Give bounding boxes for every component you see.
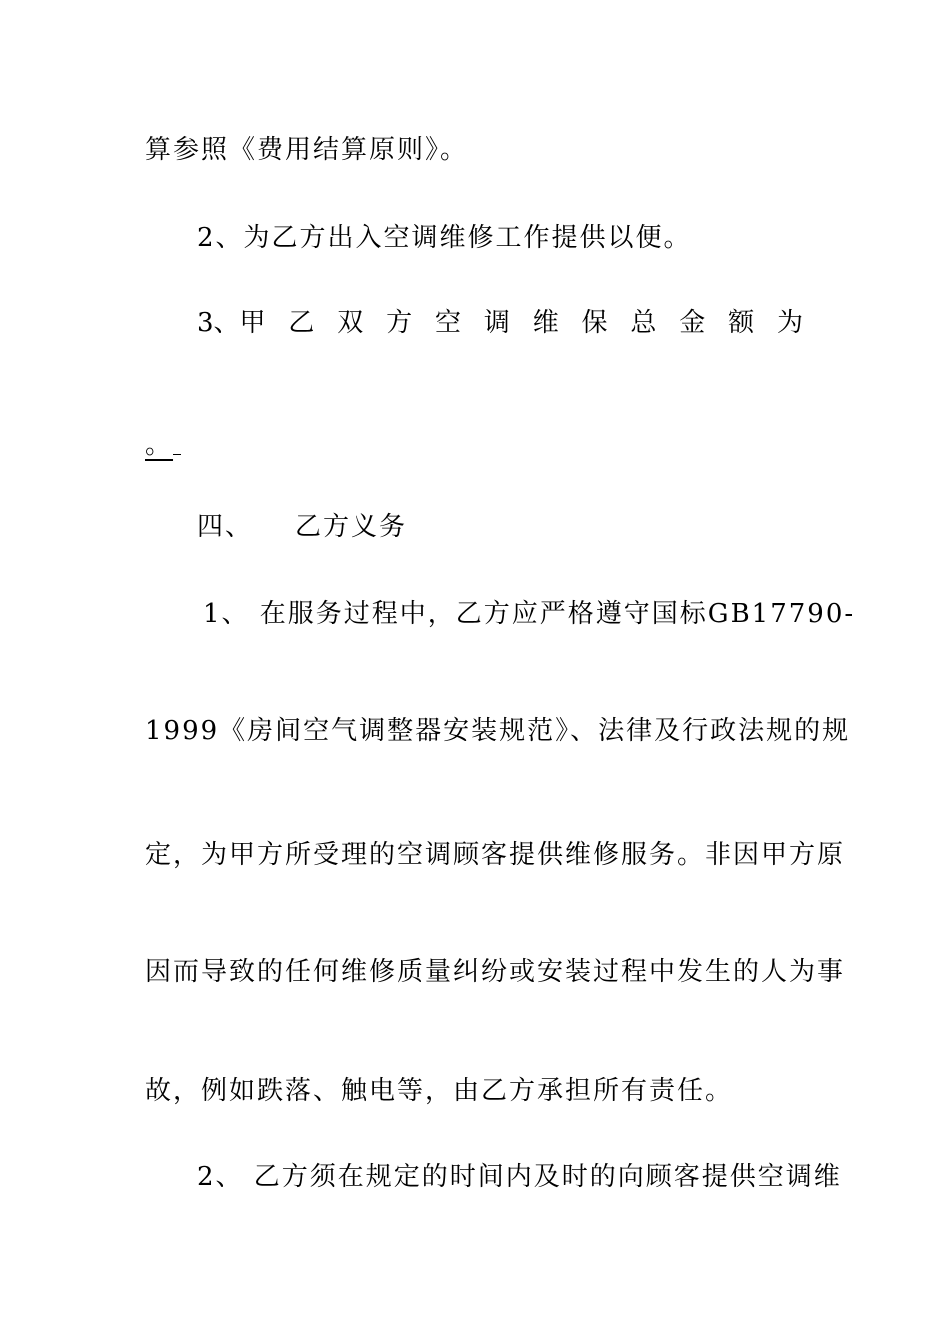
- spaced-char: 双: [337, 308, 364, 338]
- spaced-char: 保: [581, 308, 608, 338]
- text-line-9: 因而导致的任何维修质量纠纷或安装过程中发生的人为事: [145, 957, 846, 987]
- section-title: 乙方义务: [295, 512, 408, 542]
- spaced-char: 额: [728, 308, 755, 338]
- text-line-11: 2、 乙方须在规定的时间内及时的向顾客提供空调维: [197, 1162, 842, 1192]
- spaced-char: 3、甲: [197, 308, 266, 338]
- text-line-6: 1、 在服务过程中，乙方应严格遵守国标GB17790-: [203, 599, 856, 629]
- text-line-8: 定，为甲方所受理的空调顾客提供维修服务。非因甲方原: [145, 840, 846, 870]
- section-heading: [197, 512, 407, 542]
- spaced-char: 金: [679, 308, 706, 338]
- spaced-char: 空: [434, 308, 461, 338]
- spaced-char: 为: [776, 308, 803, 338]
- spaced-char: 乙: [288, 308, 315, 338]
- underlined-period: 。: [145, 430, 174, 460]
- text-line-7: 1999《房间空气调整器安装规范》、法律及行政法规的规: [145, 716, 851, 746]
- spaced-char: 调: [483, 308, 510, 338]
- spaced-char: 总: [630, 308, 657, 338]
- text-line-1: 算参照《费用结算原则》。: [145, 135, 469, 165]
- text-line-3-spaced: [197, 308, 803, 338]
- spaced-char: 维: [532, 308, 559, 338]
- text-line-10: 故，例如跌落、触电等，由乙方承担所有责任。: [145, 1076, 734, 1106]
- text-line-2: 2、为乙方出入空调维修工作提供以便。: [197, 223, 692, 253]
- text-line-4: [145, 430, 181, 460]
- spaced-char: 方: [386, 308, 413, 338]
- section-number: 四、: [197, 512, 254, 542]
